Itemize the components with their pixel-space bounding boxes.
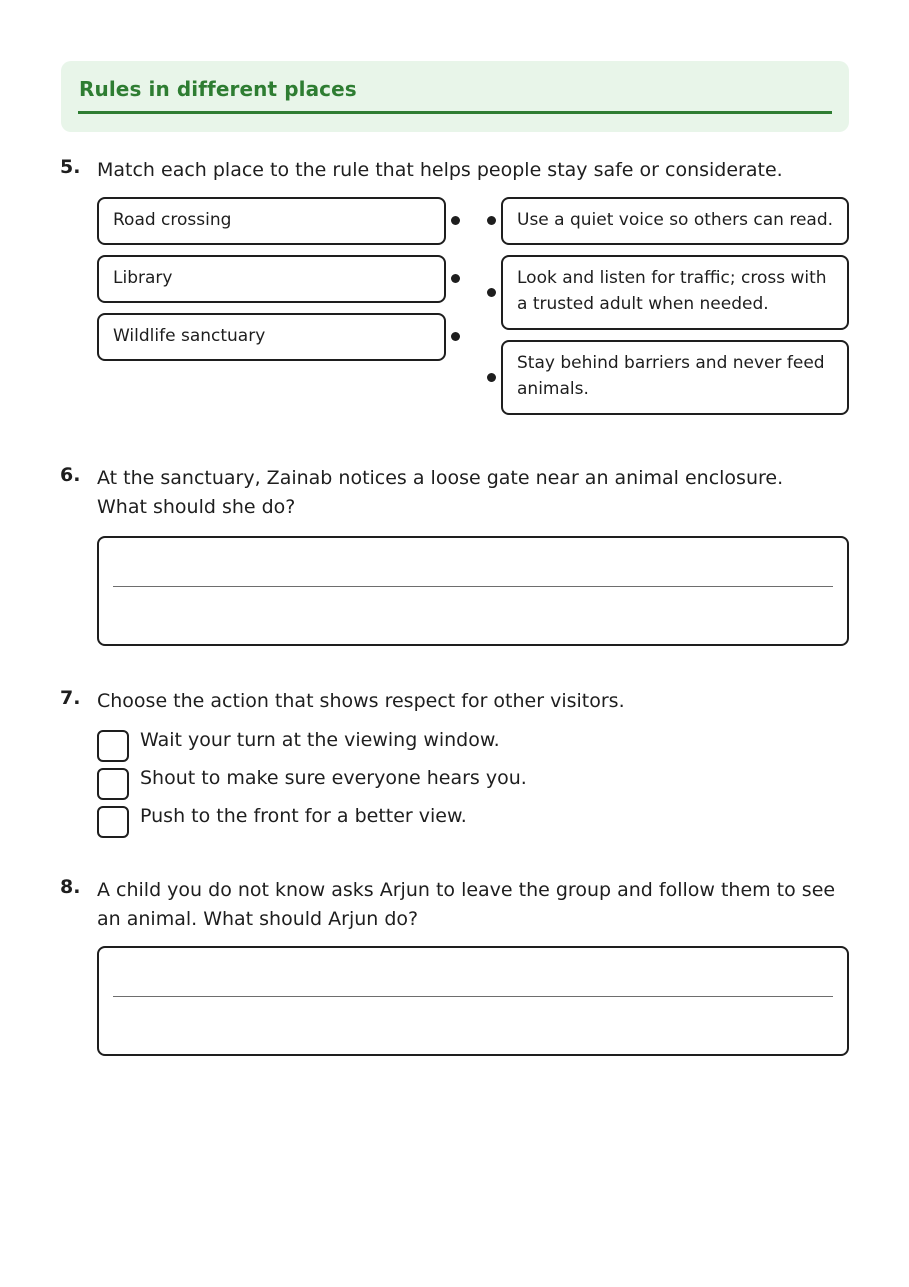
question-8-number: 8. [60, 876, 81, 898]
rule-match-dot[interactable] [487, 373, 496, 382]
section-header [61, 61, 849, 132]
rule-label: Look and listen for traffic; cross with a trusted adult when needed. [517, 268, 827, 314]
place-match-dot[interactable] [451, 332, 460, 341]
option-label: Wait your turn at the viewing window. [140, 729, 500, 751]
question-8-prompt: A child you do not know asks Arjun to leave the group and follow them to see an animal. What should Arjun do? [97, 879, 836, 930]
question-7-number: 7. [60, 687, 81, 709]
checkbox[interactable] [97, 730, 129, 762]
place-match-dot[interactable] [451, 274, 460, 283]
rule-label: Stay behind barriers and never feed animals. [517, 353, 825, 399]
answer-line [113, 586, 833, 587]
option-label: Shout to make sure everyone hears you. [140, 767, 527, 789]
question-6-prompt: At the sanctuary, Zainab notices a loose gate near an animal enclosure. What should she do? [97, 467, 784, 518]
rule-match-dot[interactable] [487, 216, 496, 225]
checkbox[interactable] [97, 806, 129, 838]
question-6-number: 6. [60, 464, 81, 486]
place-road-crossing[interactable] [97, 197, 446, 245]
rule-label: Use a quiet voice so others can read. [517, 210, 834, 230]
rule-match-dot[interactable] [487, 288, 496, 297]
place-library[interactable] [97, 255, 446, 303]
question-7-prompt: Choose the action that shows respect for other visitors. [97, 690, 625, 712]
question-5-prompt: Match each place to the rule that helps people stay safe or considerate. [97, 159, 783, 181]
option-label: Push to the front for a better view. [140, 805, 467, 827]
place-label: Library [113, 268, 173, 288]
answer-line [113, 996, 833, 997]
place-label: Road crossing [113, 210, 232, 230]
section-title: Rules in different places [79, 77, 357, 101]
rule-barriers[interactable] [501, 340, 849, 415]
question-5-number: 5. [60, 156, 81, 178]
place-match-dot[interactable] [451, 216, 460, 225]
checkbox[interactable] [97, 768, 129, 800]
rule-traffic[interactable] [501, 255, 849, 330]
section-divider [78, 111, 832, 114]
rule-quiet-voice[interactable] [501, 197, 849, 245]
question-6-answer-box[interactable] [97, 536, 849, 646]
place-wildlife-sanctuary[interactable] [97, 313, 446, 361]
place-label: Wildlife sanctuary [113, 326, 266, 346]
question-8-answer-box[interactable] [97, 946, 849, 1056]
